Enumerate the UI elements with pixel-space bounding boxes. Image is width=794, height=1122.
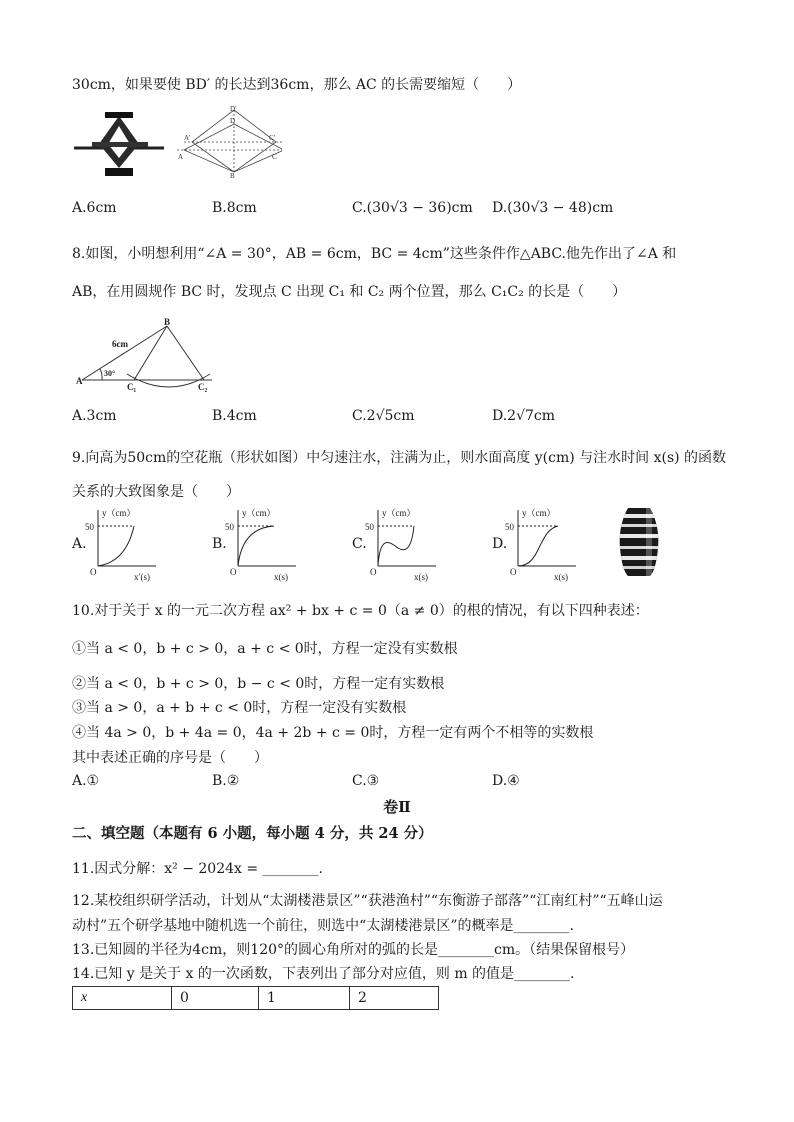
- origin-label: O: [230, 567, 237, 577]
- q9-graph-d: [504, 504, 584, 584]
- origin-label: O: [510, 567, 517, 577]
- tick-50: 50: [225, 522, 234, 532]
- label-a: A: [178, 153, 184, 161]
- q9-stem-line-2: 关系的大致图象是（ ）: [72, 484, 240, 500]
- origin-label: O: [370, 567, 377, 577]
- label-6cm: 6cm: [112, 339, 128, 349]
- label-c: C: [272, 153, 277, 161]
- tick-50: 50: [85, 522, 94, 532]
- section-heading: 二、填空题（本题有 6 小题，每小题 4 分，共 24 分）: [72, 825, 433, 842]
- q9-graph-a: [84, 504, 164, 584]
- x-axis-label: x(s): [414, 572, 428, 582]
- q10-stem: 10.对于关于 x 的一元二次方程 ax² + bx + c = 0（a ≠ 0）的根的情况，有以下四种表述：: [72, 603, 649, 619]
- label-b: B: [230, 172, 235, 178]
- q12-line-2: 动村”五个研学基地中随机选一个前往，则选中“太湖楼港景区”的概率是________.: [72, 918, 574, 934]
- q11: 11.因式分解：x² − 2024x = ________.: [72, 861, 324, 877]
- q8-option-c: C.2√5cm: [352, 408, 415, 424]
- q10-option-a: A.①: [72, 773, 100, 789]
- x-axis-label: x(s): [554, 572, 568, 582]
- q10-statement-1: ①当 a < 0，b + c > 0，a + c < 0时，方程一定没有实数根: [72, 641, 458, 657]
- q9-option-a-label: A.: [72, 536, 87, 552]
- volume-title: 卷Ⅱ: [383, 798, 411, 816]
- table-cell: x: [73, 987, 172, 1010]
- q12-line-1: 12.某校组织研学活动，计划从“太湖楼港景区”“获港渔村”“东衡游子部落”“江南红村”“五峰山运: [72, 893, 663, 909]
- label-b: B: [164, 317, 171, 327]
- table-row: [73, 987, 439, 1010]
- q8-stem-line-2: AB，在用圆规作 BC 时，发现点 C 出现 C₁ 和 C₂ 两个位置，那么 C₁C₂ 的长是（ ）: [72, 284, 627, 300]
- q8-option-b: B.4cm: [212, 408, 257, 424]
- table-cell: 1: [259, 987, 350, 1010]
- q9-graph-b: [224, 504, 304, 584]
- q7-option-c: C.(30√3 − 36)cm: [352, 200, 473, 216]
- label-c-prime: C′: [269, 134, 276, 142]
- tick-50: 50: [505, 522, 514, 532]
- x-axis-label: x(s): [274, 572, 288, 582]
- q9-stem-line-1: 9.向高为50cm的空花瓶（形状如图）中匀速注水，注满为止，则水面高度 y(cm) 与注水时间 x(s) 的函数: [72, 450, 727, 466]
- tick-50: 50: [365, 522, 374, 532]
- q7-option-a: A.6cm: [72, 200, 117, 216]
- label-30-degrees: 30°: [104, 369, 116, 378]
- q8-option-d: D.2√7cm: [492, 408, 556, 424]
- q10-statement-2: ②当 a < 0，b + c > 0，b − c < 0时，方程一定有实数根: [72, 676, 445, 692]
- table-cell: 2: [350, 987, 439, 1010]
- table-cell: 0: [172, 987, 259, 1010]
- q7-option-d: D.(30√3 − 48)cm: [492, 200, 614, 216]
- q8-figure: [72, 316, 222, 392]
- q8-stem-line-1: 8.如图，小明想利用“∠A = 30°，AB = 6cm，BC = 4cm”这些条件作△ABC.他先作出了∠A 和: [72, 246, 677, 262]
- q14-value-table: [72, 986, 439, 1010]
- car-jack-image: [74, 112, 164, 176]
- q10-statement-3: ③当 a > 0，a + b + c < 0时，方程一定没有实数根: [72, 700, 407, 716]
- q7-stem-line: 30cm，如果要使 BD′ 的长达到36cm，那么 AC 的长需要缩短（ ）: [72, 77, 522, 93]
- label-d-prime: D′: [230, 106, 237, 113]
- label-c1: C₁: [127, 382, 137, 392]
- label-c2: C₂: [198, 382, 208, 392]
- y-axis-label: y（cm）: [102, 508, 136, 518]
- q14: 14.已知 y 是关于 x 的一次函数，下表列出了部分对应值，则 m 的值是________.: [72, 966, 575, 982]
- q7-figure: [72, 106, 282, 178]
- q9-graph-c: [364, 504, 444, 584]
- label-a-prime: A′: [184, 134, 191, 142]
- q7-option-b: B.8cm: [212, 200, 257, 216]
- q10-ask: 其中表述正确的序号是（ ）: [72, 750, 268, 766]
- q10-statement-4: ④当 4a > 0，b + 4a = 0，4a + 2b + c = 0时，方程一定有两个不相等的实数根: [72, 725, 594, 741]
- origin-label: O: [90, 567, 97, 577]
- q8-option-a: A.3cm: [72, 408, 117, 424]
- label-a: A: [76, 376, 83, 386]
- y-axis-label: y（cm）: [522, 508, 556, 518]
- vase-image: [616, 504, 662, 580]
- y-axis-label: y（cm）: [382, 508, 416, 518]
- q10-option-c: C.③: [352, 773, 380, 789]
- y-axis-label: y（cm）: [242, 508, 276, 518]
- label-d: D: [230, 117, 236, 125]
- q10-option-d: D.④: [492, 773, 520, 789]
- q10-option-b: B.②: [212, 773, 240, 789]
- q9-option-b-label: B.: [212, 536, 227, 552]
- q13: 13.已知圆的半径为4cm，则120°的圆心角所对的弧的长是________cm。（结果保留根号）: [72, 942, 635, 958]
- q9-option-d-label: D.: [492, 536, 508, 552]
- q9-option-c-label: C.: [352, 536, 367, 552]
- x-axis-label: x′(s): [134, 572, 150, 582]
